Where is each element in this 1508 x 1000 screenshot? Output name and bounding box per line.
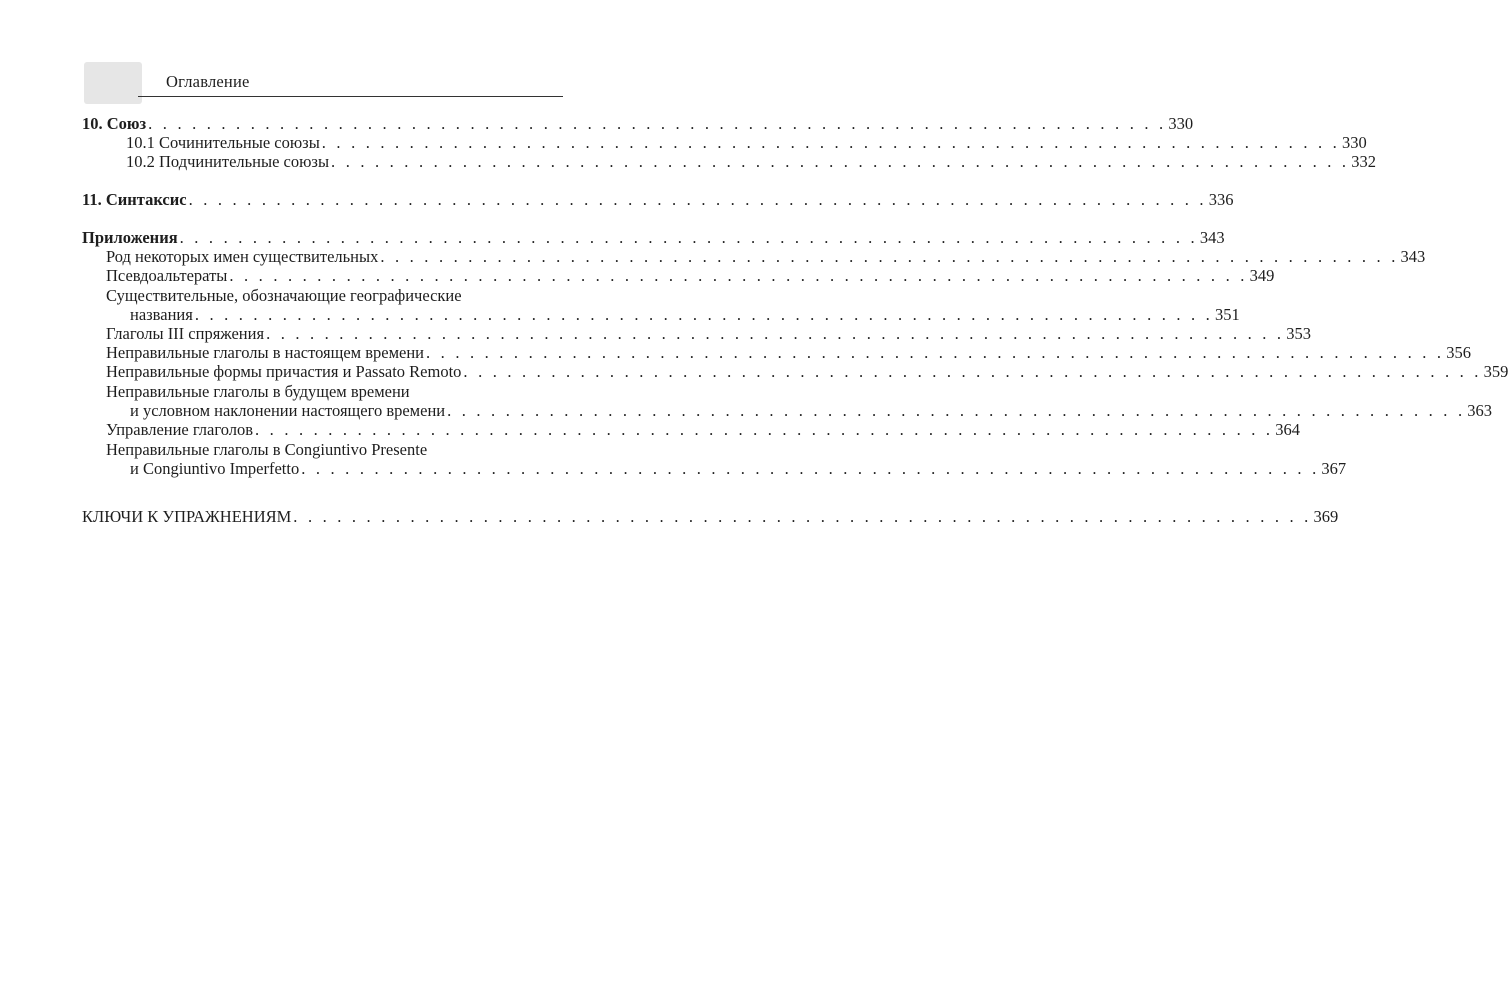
entry-title-continuation: и Congiuntivo Imperfetto [130,459,300,478]
entry-title: Управление глаголов [106,420,254,439]
page-number: 343 [1400,247,1426,266]
leader-dots: . . . . . . . . . . . . . . . . . . . . . . . . . . . . . . . . . . . . . . . . . . . . . . . . . . . . . . . . . . . . . . . . . . . . . . [447,401,1466,420]
page-number: 336 [1208,190,1234,209]
entry-title[interactable]: Неправильные глаголы в будущем времени [106,382,410,401]
entry-title-continuation: названия [130,305,193,324]
toc-entry[interactable] [82,507,1339,527]
toc-entry[interactable] [82,228,1225,248]
toc-entry[interactable] [82,324,1311,344]
toc-entry[interactable] [82,305,1240,325]
leader-dots: . . . . . . . . . . . . . . . . . . . . . . . . . . . . . . . . . . . . . . . . . . . . . . . . . . . . . . . . . . . . . . . . . . . . . . [331,152,1350,171]
toc-entry[interactable] [82,401,1493,421]
leader-dots: . . . . . . . . . . . . . . . . . . . . . . . . . . . . . . . . . . . . . . . . . . . . . . . . . . . . . . . . . . . . . . . . . . . . . . [321,133,1340,152]
page-number: 351 [1215,305,1240,324]
running-header-title: Оглавление [166,72,250,91]
toc-entry[interactable] [82,114,1194,134]
entry-title: 10. Союз [82,114,147,133]
toc-entry[interactable] [82,247,1426,267]
page-number: 367 [1321,459,1347,478]
header-rule [138,96,563,97]
toc-entry[interactable] [82,459,1347,479]
leader-dots: . . . . . . . . . . . . . . . . . . . . . . . . . . . . . . . . . . . . . . . . . . . . . . . . . . . . . . . . . . . . . . . . . . . . . . [301,459,1320,478]
leader-dots: . . . . . . . . . . . . . . . . . . . . . . . . . . . . . . . . . . . . . . . . . . . . . . . . . . . . . . . . . . . . . . . . . . . . . . [188,190,1207,209]
page-number: 363 [1467,401,1493,420]
page-number: 332 [1351,152,1376,171]
leader-dots: . . . . . . . . . . . . . . . . . . . . . . . . . . . . . . . . . . . . . . . . . . . . . . . . . . . . . . . . . . . . . . . . . . . . . . [179,228,1198,247]
entry-title: Глаголы III спряжения [106,324,265,343]
toc-entry[interactable] [82,266,1275,286]
page-number: 330 [1168,114,1194,133]
toc-entry[interactable] [82,420,1300,440]
leader-dots: . . . . . . . . . . . . . . . . . . . . . . . . . . . . . . . . . . . . . . . . . . . . . . . . . . . . . . . . . . . . . . . . . . . . . . [255,420,1274,439]
leader-dots: . . . . . . . . . . . . . . . . . . . . . . . . . . . . . . . . . . . . . . . . . . . . . . . . . . . . . . . . . . . . . . . . . . . . . . [463,362,1482,381]
leader-dots: . . . . . . . . . . . . . . . . . . . . . . . . . . . . . . . . . . . . . . . . . . . . . . . . . . . . . . . . . . . . . . . . . . . . . . [148,114,1167,133]
entry-title: Род некоторых имен существительных [106,247,379,266]
page-number: 369 [1313,507,1339,526]
leader-dots: . . . . . . . . . . . . . . . . . . . . . . . . . . . . . . . . . . . . . . . . . . . . . . . . . . . . . . . . . . . . . . . . . . . . . . [426,343,1445,362]
toc-entry[interactable] [82,133,1367,153]
entry-title: Неправильные формы причастия и Passato Remoto [106,362,462,381]
leader-dots: . . . . . . . . . . . . . . . . . . . . . . . . . . . . . . . . . . . . . . . . . . . . . . . . . . . . . . . . . . . . . . . . . . . . . . [293,507,1312,526]
page-number: 359 [1483,362,1508,381]
page-number: 349 [1249,266,1275,285]
toc-entry[interactable] [82,343,1471,363]
page-number: 353 [1286,324,1311,343]
entry-title: 10.1 Сочинительные союзы [126,133,320,152]
toc-entry[interactable] [82,362,1508,382]
entry-title: Псевдоальтераты [106,266,228,285]
entry-title: Приложения [82,228,178,247]
leader-dots: . . . . . . . . . . . . . . . . . . . . . . . . . . . . . . . . . . . . . . . . . . . . . . . . . . . . . . . . . . . . . . . . . . . . . . [194,305,1214,324]
entry-title-continuation: и условном наклонении настоящего времени [130,401,446,420]
leader-dots: . . . . . . . . . . . . . . . . . . . . . . . . . . . . . . . . . . . . . . . . . . . . . . . . . . . . . . . . . . . . . . . . . . . . . . [380,247,1399,266]
entry-title: 11. Синтаксис [82,190,187,209]
leader-dots: . . . . . . . . . . . . . . . . . . . . . . . . . . . . . . . . . . . . . . . . . . . . . . . . . . . . . . . . . . . . . . . . . . . . . . [229,266,1248,285]
page-number: 364 [1275,420,1300,439]
toc-entry[interactable] [82,190,1234,210]
header-tab-decoration [84,62,142,104]
entry-title: 10.2 Подчинительные союзы [126,152,330,171]
page-number: 343 [1199,228,1225,247]
leader-dots: . . . . . . . . . . . . . . . . . . . . . . . . . . . . . . . . . . . . . . . . . . . . . . . . . . . . . . . . . . . . . . . . . . . . . . [266,324,1285,343]
entry-title: КЛЮЧИ К УПРАЖНЕНИЯМ [82,507,292,526]
page-number: 356 [1446,343,1471,362]
entry-title[interactable]: Существительные, обозначающие географические [106,286,462,305]
toc-entry[interactable] [82,152,1376,172]
entry-title[interactable]: Неправильные глаголы в Congiuntivo Presente [106,440,428,459]
entry-title: Неправильные глаголы в настоящем времени [106,343,425,362]
page-number: 330 [1341,133,1367,152]
